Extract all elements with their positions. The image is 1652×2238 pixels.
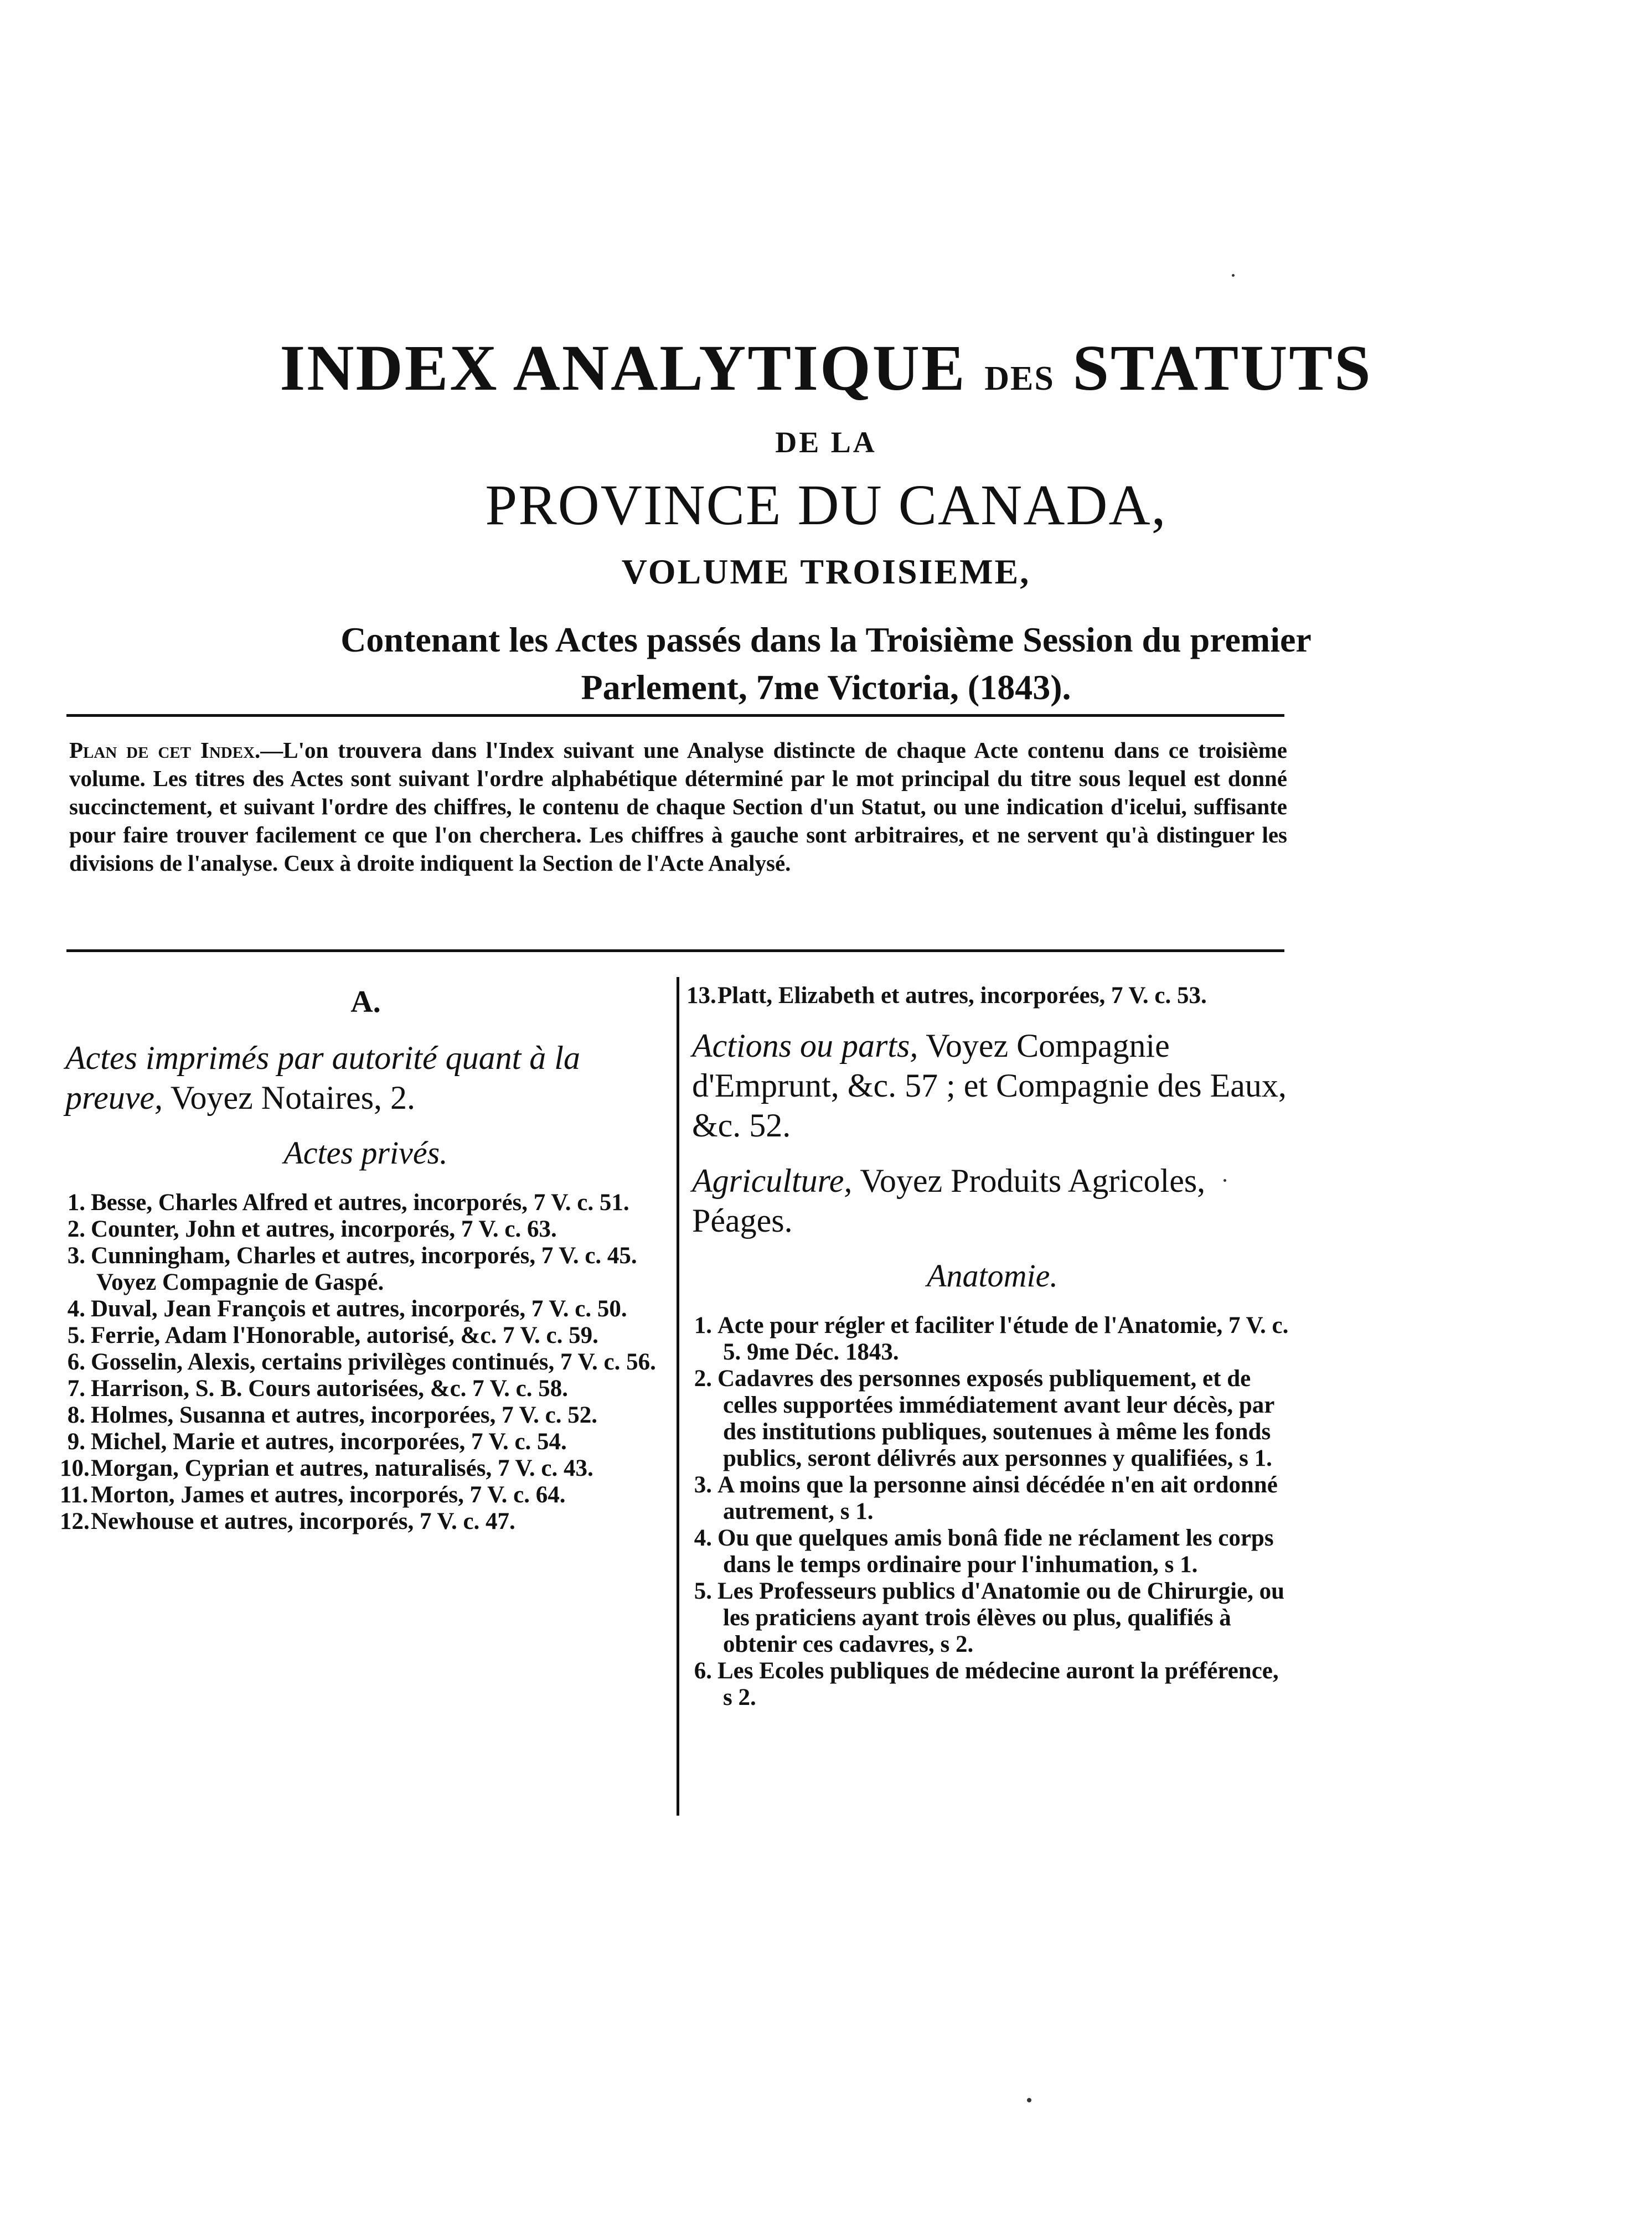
actes-prives-continued xyxy=(686,983,1293,1009)
print-speck xyxy=(1223,1179,1226,1182)
title-part-index: INDEX ANALYTIQUE xyxy=(280,332,967,404)
plan-label: Plan de cet Index. xyxy=(69,737,261,763)
right-column xyxy=(686,983,1293,1711)
index-entry-actions xyxy=(692,1026,1293,1145)
list-item: 2. Cadavres des personnes exposés publiquement, et de celles supportées immédiatement avant leur décès, par des institutions publiques, soutenues à même les fonds publics, seront délivrés aux personnes y qualifiées, s 1. xyxy=(694,1366,1274,1471)
subtitle-line-2: Parlement, 7me Victoria, (1843). xyxy=(581,668,1071,707)
section-letter: A. xyxy=(350,985,381,1019)
list-item: 6. Les Ecoles publiques de médecine auront la préférence, s 2. xyxy=(694,1658,1279,1710)
title-volume: VOLUME TROISIEME, xyxy=(621,552,1031,591)
title-part-des: DES xyxy=(984,360,1055,397)
list-item: 5. Les Professeurs publics d'Anatomie ou de Chirurgie, ou les praticiens ayant trois élèves ou plus, qualifiés à obtenir ces cadavres, s 2. xyxy=(694,1578,1285,1657)
print-speck xyxy=(1027,2098,1031,2102)
list-item: 12.Newhouse et autres, incorporés, 7 V. c. 47. xyxy=(60,1508,515,1534)
column-divider xyxy=(677,977,679,1816)
index-entry-actes-imprimes xyxy=(65,1038,666,1118)
list-item: 3. Cunningham, Charles et autres, incorporés, 7 V. c. 45. Voyez Compagnie de Gaspé. xyxy=(67,1243,637,1295)
title-province: PROVINCE DU CANADA, xyxy=(485,473,1167,537)
list-item: 7. Harrison, S. B. Cours autorisées, &c. 7 V. c. 58. xyxy=(67,1376,568,1402)
list-item: 9. Michel, Marie et autres, incorporées, 7 V. c. 54. xyxy=(67,1429,567,1455)
subtitle-line-1: Contenant les Actes passés dans la Troisième Session du premier xyxy=(340,620,1312,659)
title-part-statuts: STATUTS xyxy=(1072,332,1372,404)
title-de-la: DE LA xyxy=(775,426,877,459)
left-column xyxy=(60,983,666,1535)
title-block xyxy=(0,327,1652,711)
list-item: 8. Holmes, Susanna et autres, incorporées, 7 V. c. 52. xyxy=(67,1402,597,1428)
list-item: 13.Platt, Elizabeth et autres, incorporées, 7 V. c. 53. xyxy=(686,983,1207,1009)
list-item: 2. Counter, John et autres, incorporés, 7 V. c. 63. xyxy=(67,1216,557,1242)
entry-reference: Voyez Produits Agricoles, Péages. xyxy=(692,1162,1206,1239)
bottom-rule xyxy=(66,949,1284,952)
list-item: 3. A moins que la personne ainsi décédée n'en ait ordonné autrement, s 1. xyxy=(694,1472,1278,1524)
list-item: 4. Ou que quelques amis bonâ fide ne réclament les corps dans le temps ordinaire pour l'inhumation, s 1. xyxy=(694,1525,1274,1578)
plan-paragraph xyxy=(69,736,1287,877)
actes-prives-list xyxy=(60,1190,666,1535)
list-item: 4. Duval, Jean François et autres, incorporés, 7 V. c. 50. xyxy=(67,1296,627,1322)
index-entry-agriculture xyxy=(692,1161,1293,1241)
top-rule xyxy=(66,714,1284,717)
main-title xyxy=(0,327,1652,420)
entry-reference: Voyez Notaires, 2. xyxy=(163,1079,416,1116)
entry-reference: Voyez Compagnie d'Emprunt, &c. 57 ; et Compagnie des Eaux, &c. 52. xyxy=(692,1027,1287,1144)
list-item: 11. Morton, James et autres, incorporés, 7 V. c. 64. xyxy=(60,1482,566,1508)
print-speck xyxy=(1232,274,1235,277)
list-item: 10.Morgan, Cyprian et autres, naturalisés, 7 V. c. 43. xyxy=(60,1455,593,1481)
subhead-actes-prives: Actes privés. xyxy=(283,1135,448,1171)
list-item: 1. Besse, Charles Alfred et autres, incorporés, 7 V. c. 51. xyxy=(67,1190,629,1216)
list-item: 5. Ferrie, Adam l'Honorable, autorisé, &c. 7 V. c. 59. xyxy=(67,1322,598,1348)
list-item: 1. Acte pour régler et faciliter l'étude de l'Anatomie, 7 V. c. 5. 9me Déc. 1843. xyxy=(694,1312,1289,1365)
entry-heading: Actions ou parts, xyxy=(692,1027,918,1064)
subhead-anatomie: Anatomie. xyxy=(927,1258,1058,1294)
anatomie-list xyxy=(692,1312,1293,1711)
entry-heading: Agriculture, xyxy=(692,1162,853,1199)
entry-heading: Actes imprimés par autorité quant à la preuve, xyxy=(65,1040,580,1116)
plan-text: —L'on trouvera dans l'Index suivant une Analyse distincte de chaque Acte contenu dans ce troisième volume. Les titres des Actes sont suivant l'ordre alphabétique déterminé par le mot principal du titre sous lequel est donné succinctement, et suivant l'ordre des chiffres, le contenu de chaque Section d'un Statut, ou une indication d'icelui, suffisante pour faire trouver facilement ce que l'on cherchera. Les chiffres à gauche sont arbitraires, et ne servent qu'à distinguer les divisions de l'analyse. Ceux à droite indiquent la Section de l'Acte Analysé. xyxy=(69,737,1287,876)
list-item: 6. Gosselin, Alexis, certains privilèges continués, 7 V. c. 56. xyxy=(67,1349,656,1375)
